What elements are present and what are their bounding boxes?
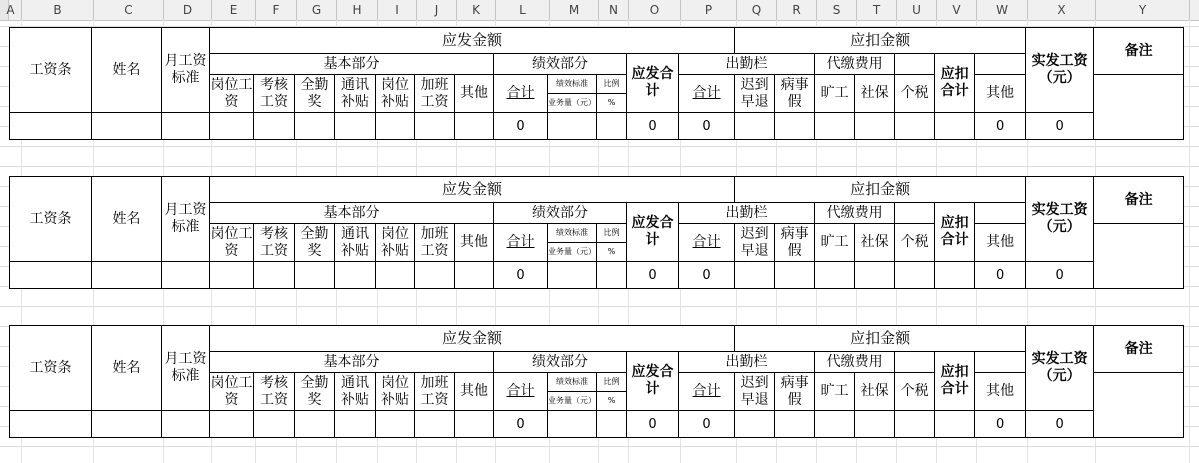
cell-remarks-value[interactable] [1094, 75, 1184, 140]
cell-deduction-total-header[interactable]: 应扣合计 [935, 352, 975, 411]
cell-sick-personal-leave[interactable]: 病事假 [775, 75, 815, 113]
column-header-r[interactable]: R [777, 0, 817, 20]
cell-value[interactable] [335, 262, 376, 289]
cell-assessment-salary[interactable]: 考核工资 [254, 373, 295, 411]
cell-gongzitiao[interactable]: 工资条 [10, 28, 92, 113]
cell-net-pay-value[interactable]: 0 [1026, 411, 1094, 438]
cell-other-income[interactable]: 其他 [455, 224, 494, 262]
column-header-y[interactable]: Y [1096, 0, 1190, 20]
cell-performance-standard[interactable]: 绩效标准 业务量（元） [548, 373, 597, 411]
cell-gross-total-value[interactable]: 0 [679, 411, 735, 438]
cell-value[interactable] [376, 411, 415, 438]
column-header-i[interactable]: I [378, 0, 417, 20]
cell-performance-subtotal-value[interactable]: 0 [627, 411, 679, 438]
cell-value[interactable] [775, 113, 815, 140]
cell-monthly-salary-standard[interactable]: 月工资标准 [162, 177, 210, 262]
cell-basic-subtotal-header[interactable]: 合计 [494, 75, 548, 113]
cell-late-early-leave[interactable]: 迟到早退 [735, 224, 775, 262]
column-header-p[interactable]: P [681, 0, 737, 20]
cell-basic-subtotal-header[interactable]: 合计 [494, 373, 548, 411]
cell-position-allowance[interactable]: 岗位补贴 [376, 373, 415, 411]
cell-basic-part-title[interactable]: 基本部分 [210, 54, 494, 75]
cell-value[interactable] [455, 411, 494, 438]
cell-basic-subtotal-value[interactable]: 0 [494, 411, 548, 438]
column-header-q[interactable]: Q [737, 0, 777, 20]
cell-value[interactable] [548, 262, 597, 289]
cell-ratio[interactable]: 比例 % [597, 373, 627, 411]
cell-position-salary[interactable]: 岗位工资 [210, 75, 254, 113]
cell-value[interactable] [935, 411, 975, 438]
cell-performance-part-title[interactable]: 绩效部分 [494, 203, 627, 224]
cell-empty[interactable] [895, 203, 935, 224]
cell-value[interactable] [855, 113, 895, 140]
cell-remarks-header[interactable]: 备注 [1094, 28, 1184, 75]
cell-value[interactable] [295, 113, 335, 140]
cell-remarks-header[interactable]: 备注 [1094, 177, 1184, 224]
column-header-o[interactable]: O [629, 0, 681, 20]
cell-remarks-value[interactable] [1094, 224, 1184, 289]
cell-income-tax[interactable]: 个税 [895, 224, 935, 262]
cell-deduction-title[interactable]: 应扣金额 [735, 177, 1026, 203]
cell-deduction-total-header[interactable]: 应扣合计 [935, 54, 975, 113]
column-header-u[interactable]: U [897, 0, 937, 20]
cell-value[interactable] [210, 411, 254, 438]
column-header-w[interactable]: W [977, 0, 1028, 20]
cell-attendance-title[interactable]: 出勤栏 [679, 54, 815, 75]
cell-position-salary[interactable]: 岗位工资 [210, 224, 254, 262]
cell-remarks-header[interactable]: 备注 [1094, 326, 1184, 373]
cell-salary-standard-value[interactable] [162, 113, 210, 140]
column-header-m[interactable]: M [550, 0, 599, 20]
cell-deduction-total-value[interactable]: 0 [975, 113, 1026, 140]
cell-value[interactable] [335, 113, 376, 140]
cell-value[interactable] [895, 411, 935, 438]
cell-performance-subtotal-value[interactable]: 0 [627, 262, 679, 289]
cell-attendance-title[interactable]: 出勤栏 [679, 352, 815, 373]
cell-deduction-title[interactable]: 应扣金额 [735, 28, 1026, 54]
cell-value[interactable] [254, 262, 295, 289]
cell-gongzitiao[interactable]: 工资条 [10, 326, 92, 411]
cell-position-allowance[interactable]: 岗位补贴 [376, 224, 415, 262]
cell-value[interactable] [295, 411, 335, 438]
cell-gross-pay-title[interactable]: 应发金额 [210, 177, 735, 203]
cell-value[interactable] [775, 411, 815, 438]
cell-net-pay-value[interactable]: 0 [1026, 113, 1094, 140]
cell-value[interactable] [855, 262, 895, 289]
cell-social-insurance[interactable]: 社保 [855, 75, 895, 113]
cell-salary-standard-value[interactable] [162, 411, 210, 438]
cell-communication-allowance[interactable]: 通讯补贴 [335, 75, 376, 113]
cell-income-tax[interactable]: 个税 [895, 75, 935, 113]
column-header-v[interactable]: V [937, 0, 977, 20]
cell-value[interactable] [415, 113, 455, 140]
payslip-table [9, 27, 1184, 140]
cell-ratio[interactable]: 比例 % [597, 75, 627, 113]
cell-value[interactable] [815, 113, 855, 140]
cell-net-pay-header[interactable]: 实发工资（元） [1026, 326, 1094, 411]
cell-gross-total-value[interactable]: 0 [679, 262, 735, 289]
cell-absenteeism[interactable]: 旷工 [815, 373, 855, 411]
cell-value[interactable] [597, 411, 627, 438]
cell-position-allowance[interactable]: 岗位补贴 [376, 75, 415, 113]
cell-value[interactable] [455, 113, 494, 140]
cell-name-header[interactable]: 姓名 [92, 177, 162, 262]
cell-gross-total-value[interactable]: 0 [679, 113, 735, 140]
column-header-t[interactable]: T [857, 0, 897, 20]
cell-gross-pay-title[interactable]: 应发金额 [210, 28, 735, 54]
cell-deduction-total-value[interactable]: 0 [975, 411, 1026, 438]
cell-name-header[interactable]: 姓名 [92, 326, 162, 411]
cell-gongzitiao[interactable]: 工资条 [10, 177, 92, 262]
cell-full-attendance-bonus[interactable]: 全勤奖 [295, 373, 335, 411]
cell-slip-value[interactable] [10, 113, 92, 140]
cell-assessment-salary[interactable]: 考核工资 [254, 224, 295, 262]
cell-late-early-leave[interactable]: 迟到早退 [735, 75, 775, 113]
cell-performance-subtotal-header[interactable]: 合计 [679, 75, 735, 113]
cell-full-attendance-bonus[interactable]: 全勤奖 [295, 224, 335, 262]
cell-other-income[interactable]: 其他 [455, 373, 494, 411]
cell-value[interactable] [415, 262, 455, 289]
column-header-n[interactable]: N [599, 0, 629, 20]
cell-sick-personal-leave[interactable]: 病事假 [775, 224, 815, 262]
cell-absenteeism[interactable]: 旷工 [815, 224, 855, 262]
cell-performance-part-title[interactable]: 绩效部分 [494, 54, 627, 75]
column-header-f[interactable]: F [256, 0, 297, 20]
cell-other-deduction[interactable]: 其他 [975, 373, 1026, 411]
cell-slip-value[interactable] [10, 262, 92, 289]
cell-deduction-title[interactable]: 应扣金额 [735, 326, 1026, 352]
cell-basic-subtotal-header[interactable]: 合计 [494, 224, 548, 262]
cell-basic-subtotal-value[interactable]: 0 [494, 262, 548, 289]
cell-monthly-salary-standard[interactable]: 月工资标准 [162, 326, 210, 411]
cell-remarks-value[interactable] [1094, 373, 1184, 438]
cell-empty[interactable] [895, 352, 935, 373]
cell-full-attendance-bonus[interactable]: 全勤奖 [295, 75, 335, 113]
cell-monthly-salary-standard[interactable]: 月工资标准 [162, 28, 210, 113]
column-header-g[interactable]: G [297, 0, 337, 20]
cell-value[interactable] [376, 113, 415, 140]
cell-value[interactable] [597, 262, 627, 289]
cell-value[interactable] [935, 113, 975, 140]
cell-value[interactable] [815, 262, 855, 289]
cell-other-income[interactable]: 其他 [455, 75, 494, 113]
cell-other-deduction[interactable]: 其他 [975, 224, 1026, 262]
cell-empty[interactable] [895, 54, 935, 75]
cell-salary-standard-value[interactable] [162, 262, 210, 289]
column-header-bar [0, 0, 1199, 21]
cell-value[interactable] [210, 113, 254, 140]
cell-name-value[interactable] [92, 411, 162, 438]
column-header-s[interactable]: S [817, 0, 857, 20]
cell-ratio[interactable]: 比例 % [597, 224, 627, 262]
cell-name-value[interactable] [92, 262, 162, 289]
cell-attendance-title[interactable]: 出勤栏 [679, 203, 815, 224]
cell-value[interactable] [895, 113, 935, 140]
cell-value[interactable] [895, 262, 935, 289]
cell-communication-allowance[interactable]: 通讯补贴 [335, 373, 376, 411]
cell-position-salary[interactable]: 岗位工资 [210, 373, 254, 411]
column-header-a[interactable]: A [0, 0, 22, 20]
cell-deduction-total-value[interactable]: 0 [975, 262, 1026, 289]
cell-deduction-total-header[interactable]: 应扣合计 [935, 203, 975, 262]
cell-net-pay-value[interactable]: 0 [1026, 262, 1094, 289]
cell-gross-total-header[interactable]: 应发合计 [627, 203, 679, 262]
cell-late-early-leave[interactable]: 迟到早退 [735, 373, 775, 411]
column-header-d[interactable]: D [164, 0, 212, 20]
cell-value[interactable] [597, 113, 627, 140]
cell-communication-allowance[interactable]: 通讯补贴 [335, 224, 376, 262]
cell-gross-total-header[interactable]: 应发合计 [627, 352, 679, 411]
cell-basic-part-title[interactable]: 基本部分 [210, 352, 494, 373]
cell-value[interactable] [254, 113, 295, 140]
column-header-b[interactable]: B [22, 0, 94, 20]
cell-net-pay-header[interactable]: 实发工资（元） [1026, 177, 1094, 262]
cell-value[interactable] [335, 411, 376, 438]
cell-performance-standard[interactable]: 绩效标准 业务量（元） [548, 75, 597, 113]
column-header-k[interactable]: K [457, 0, 496, 20]
cell-gross-total-header[interactable]: 应发合计 [627, 54, 679, 113]
cell-overtime-pay[interactable]: 加班工资 [415, 224, 455, 262]
column-header-h[interactable]: H [337, 0, 378, 20]
cell-other-deduction[interactable]: 其他 [975, 75, 1026, 113]
cell-performance-subtotal-header[interactable]: 合计 [679, 224, 735, 262]
cell-withholding-title[interactable]: 代缴费用 [815, 54, 895, 75]
cell-value[interactable] [415, 411, 455, 438]
column-header-x[interactable]: X [1028, 0, 1096, 20]
cell-income-tax[interactable]: 个税 [895, 373, 935, 411]
cell-overtime-pay[interactable]: 加班工资 [415, 75, 455, 113]
cell-social-insurance[interactable]: 社保 [855, 373, 895, 411]
cell-overtime-pay[interactable]: 加班工资 [415, 373, 455, 411]
cell-value[interactable] [254, 411, 295, 438]
cell-value[interactable] [935, 262, 975, 289]
column-header-j[interactable]: J [417, 0, 457, 20]
cell-name-header[interactable]: 姓名 [92, 28, 162, 113]
cell-value[interactable] [855, 411, 895, 438]
cell-value[interactable] [735, 113, 775, 140]
cell-net-pay-header[interactable]: 实发工资（元） [1026, 28, 1094, 113]
cell-value[interactable] [548, 113, 597, 140]
cell-value[interactable] [735, 411, 775, 438]
cell-value[interactable] [548, 411, 597, 438]
payslip-table [9, 325, 1184, 438]
column-header-c[interactable]: C [94, 0, 164, 20]
cell-withholding-title[interactable]: 代缴费用 [815, 203, 895, 224]
cell-performance-standard[interactable]: 绩效标准 业务量（元） [548, 224, 597, 262]
cell-social-insurance[interactable]: 社保 [855, 224, 895, 262]
cell-performance-subtotal-header[interactable]: 合计 [679, 373, 735, 411]
cell-performance-subtotal-value[interactable]: 0 [627, 113, 679, 140]
cell-value[interactable] [376, 262, 415, 289]
cell-value[interactable] [775, 262, 815, 289]
grid-line [1189, 20, 1190, 463]
cell-name-value[interactable] [92, 113, 162, 140]
cell-basic-subtotal-value[interactable]: 0 [494, 113, 548, 140]
cell-assessment-salary[interactable]: 考核工资 [254, 75, 295, 113]
payslip-table [9, 176, 1184, 289]
cell-absenteeism[interactable]: 旷工 [815, 75, 855, 113]
column-header-e[interactable]: E [212, 0, 256, 20]
column-header-l[interactable]: L [496, 0, 550, 20]
cell-sick-personal-leave[interactable]: 病事假 [775, 373, 815, 411]
cell-value[interactable] [295, 262, 335, 289]
cell-value[interactable] [815, 411, 855, 438]
cell-value[interactable] [455, 262, 494, 289]
cell-value[interactable] [210, 262, 254, 289]
cell-value[interactable] [735, 262, 775, 289]
cell-performance-part-title[interactable]: 绩效部分 [494, 352, 627, 373]
cell-slip-value[interactable] [10, 411, 92, 438]
cell-gross-pay-title[interactable]: 应发金额 [210, 326, 735, 352]
cell-withholding-title[interactable]: 代缴费用 [815, 352, 895, 373]
cell-basic-part-title[interactable]: 基本部分 [210, 203, 494, 224]
